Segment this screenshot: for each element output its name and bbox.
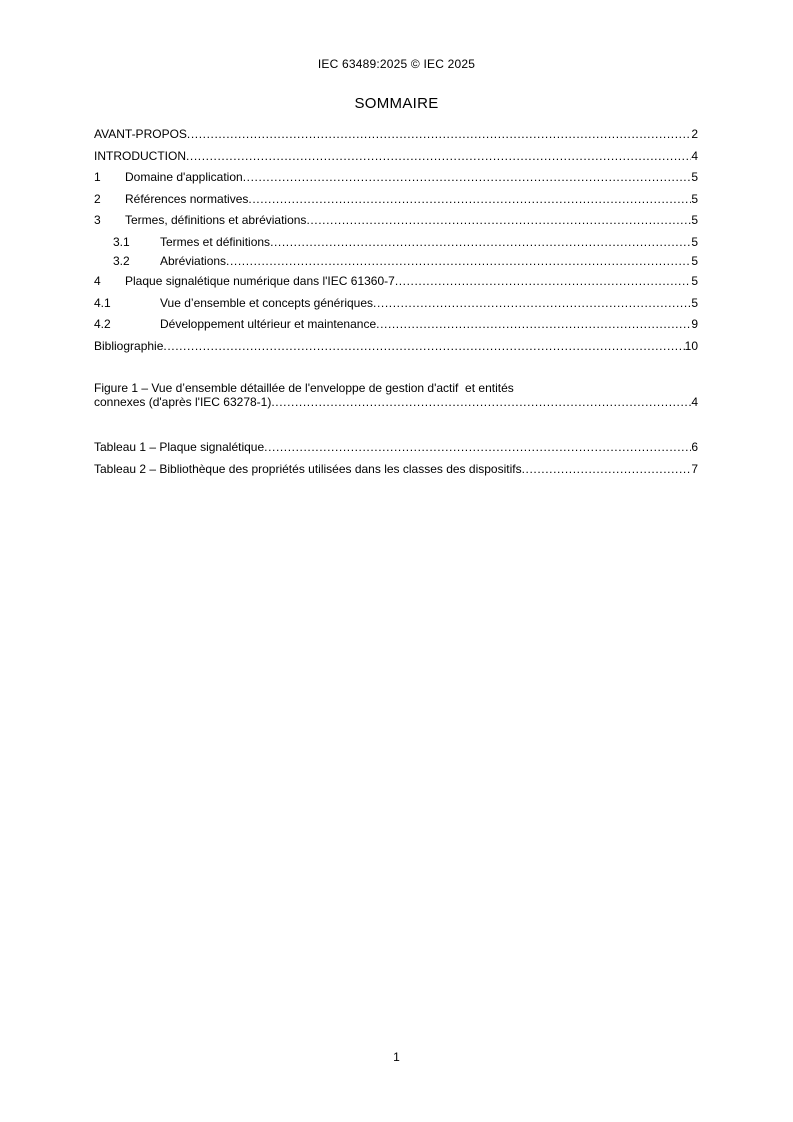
toc-entry-section-2[interactable]	[94, 192, 698, 214]
toc-entry-number: 3	[94, 213, 101, 228]
toc-entry-page: 2	[691, 127, 698, 141]
toc-entry-page: 5	[691, 234, 698, 249]
toc-entry-label: Plaque signalétique numérique dans l'IEC 61360-7	[125, 273, 395, 288]
table-entry-1[interactable]	[94, 440, 698, 462]
toc-entry-number: 3.1	[113, 234, 130, 249]
leader-dots	[243, 170, 692, 184]
table-entry-label: Tableau 2 – Bibliothèque des propriétés utilisées dans les classes des dispositifs	[94, 461, 522, 476]
toc-entry-page: 4	[691, 148, 698, 163]
toc-entry-number: 4.2	[94, 317, 111, 332]
toc-entry-bibliographie[interactable]	[94, 339, 698, 361]
toc-entry-page: 5	[691, 213, 698, 228]
leader-dots	[376, 317, 691, 331]
table-entry-label: Tableau 1 – Plaque signalétique	[94, 440, 265, 454]
toc-entry-label: Termes, définitions et abréviations	[125, 213, 307, 228]
document-header: IEC 63489:2025 © IEC 2025	[317, 57, 476, 71]
leader-dots	[248, 192, 691, 206]
toc-entry-section-3[interactable]	[94, 213, 698, 235]
toc-entry-section-4[interactable]	[94, 274, 698, 296]
toc-entry-label: INTRODUCTION	[94, 148, 186, 163]
leader-dots	[264, 440, 691, 454]
toc-entry-section-3-1[interactable]	[94, 235, 698, 255]
table-of-contents	[94, 127, 698, 360]
toc-entry-number: 3.2	[113, 254, 130, 269]
figure-entry-line1: Figure 1 – Vue d’ensemble détaillée de l'enveloppe de gestion d'actif et entités	[94, 381, 514, 395]
toc-entry-page: 5	[691, 170, 698, 185]
toc-entry-section-4-1[interactable]	[94, 296, 698, 318]
leader-dots	[271, 395, 691, 409]
figure-entry-line2: connexes (d'après l'IEC 63278-1)	[94, 395, 272, 409]
toc-entry-introduction[interactable]	[94, 149, 698, 171]
table-entry-page: 7	[691, 461, 698, 476]
toc-entry-number: 2	[94, 191, 101, 206]
toc-entry-label: Domaine d'application	[125, 170, 243, 185]
toc-entry-page: 10	[684, 338, 698, 353]
figure-entry-page: 4	[691, 395, 698, 409]
figure-entry-1[interactable]	[94, 381, 698, 409]
leader-dots	[270, 235, 691, 249]
toc-entry-page: 5	[691, 191, 698, 206]
toc-entry-label: AVANT-PROPOS	[94, 127, 187, 141]
toc-entry-page: 5	[691, 295, 698, 310]
leader-dots	[187, 127, 691, 141]
toc-entry-page: 5	[691, 273, 698, 288]
page-title: SOMMAIRE	[354, 95, 439, 112]
table-entry-page: 6	[691, 440, 698, 454]
toc-entry-label: Vue d’ensemble et concepts génériques	[160, 295, 374, 310]
toc-entry-label: Bibliographie	[94, 338, 164, 353]
leader-dots	[163, 339, 684, 353]
table-entry-2[interactable]	[94, 462, 698, 484]
toc-entry-section-1[interactable]	[94, 170, 698, 192]
toc-entry-page: 5	[691, 254, 698, 269]
toc-entry-section-3-2[interactable]	[94, 254, 698, 274]
toc-entry-number: 4.1	[94, 295, 111, 310]
list-of-tables	[94, 440, 698, 483]
toc-entry-page: 9	[691, 317, 698, 332]
toc-entry-label: Références normatives	[125, 191, 249, 206]
toc-entry-number: 1	[94, 170, 101, 185]
toc-entry-number: 4	[94, 273, 101, 288]
leader-dots	[226, 254, 691, 268]
page-number: 1	[393, 1050, 400, 1064]
toc-entry-label: Abréviations	[160, 254, 227, 269]
toc-entry-avant-propos[interactable]	[94, 127, 698, 149]
list-of-figures	[94, 381, 698, 409]
leader-dots	[373, 296, 691, 310]
toc-entry-label: Développement ultérieur et maintenance	[160, 317, 377, 332]
leader-dots	[186, 149, 691, 163]
toc-entry-section-4-2[interactable]	[94, 317, 698, 339]
leader-dots	[395, 274, 692, 288]
toc-entry-label: Termes et définitions	[160, 234, 271, 249]
leader-dots	[306, 213, 691, 227]
leader-dots	[522, 462, 692, 476]
